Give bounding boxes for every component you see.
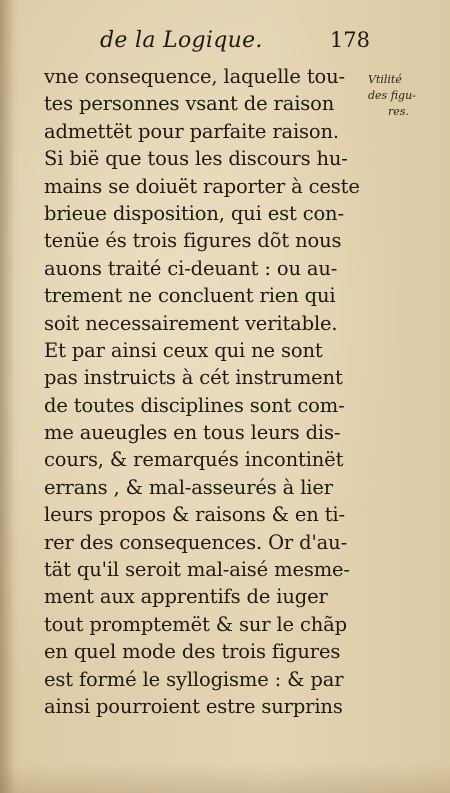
body-text	[44, 63, 364, 720]
text-line: me aueugles en tous leurs dis-	[44, 421, 341, 445]
page-edge-shadow	[0, 0, 14, 793]
text-line: auons traité ci-deuant : ou au-	[44, 256, 338, 280]
marginal-note-line: Vtilité	[368, 73, 402, 86]
text-line: mains se doiuët raporter à ceste	[44, 174, 360, 198]
running-title: de la Logique.	[100, 28, 263, 53]
text-line: est formé le syllogisme : & par	[44, 667, 344, 691]
text-line: admettët pour parfaite raison.	[44, 119, 339, 143]
page-header	[100, 28, 370, 58]
text-line: de toutes disciplines sont com-	[44, 393, 345, 417]
marginal-note-line: res.	[388, 105, 409, 118]
page-bottom-shadow	[0, 763, 450, 793]
text-line: Et par ainsi ceux qui ne sont	[44, 338, 323, 362]
text-line: vne consequence, laquelle tou-	[44, 65, 345, 88]
text-line: tät qu'il seroit mal-aisé mesme-	[44, 558, 350, 582]
text-line: tes personnes vsant de raison	[44, 92, 335, 116]
text-line: errans , & mal-asseurés à lier	[44, 475, 333, 499]
text-line: cours, & remarqués incontinët	[44, 448, 344, 472]
page-number: 178	[329, 28, 370, 52]
text-line: ment aux apprentifs de iuger	[44, 585, 328, 609]
text-line: brieue disposition, qui est con-	[44, 201, 344, 225]
text-line: ainsi pourroient estre surprins	[44, 694, 343, 718]
text-line: trement ne concluent rien qui	[44, 284, 336, 308]
text-line: Si bië que tous les discours hu-	[44, 147, 348, 171]
marginal-note	[368, 72, 448, 120]
text-line: tenüe és trois figures dõt nous	[44, 229, 342, 253]
text-line: pas instruicts à cét instrument	[44, 366, 343, 390]
text-line: rer des consequences. Or d'au-	[44, 530, 348, 554]
text-line: tout promptemët & sur le chãp	[44, 612, 347, 636]
text-line: soit necessairement veritable.	[44, 311, 338, 335]
text-line: en quel mode des trois figures	[44, 640, 341, 664]
text-line: leurs propos & raisons & en ti-	[44, 503, 345, 527]
marginal-note-line: des figu-	[368, 89, 416, 102]
